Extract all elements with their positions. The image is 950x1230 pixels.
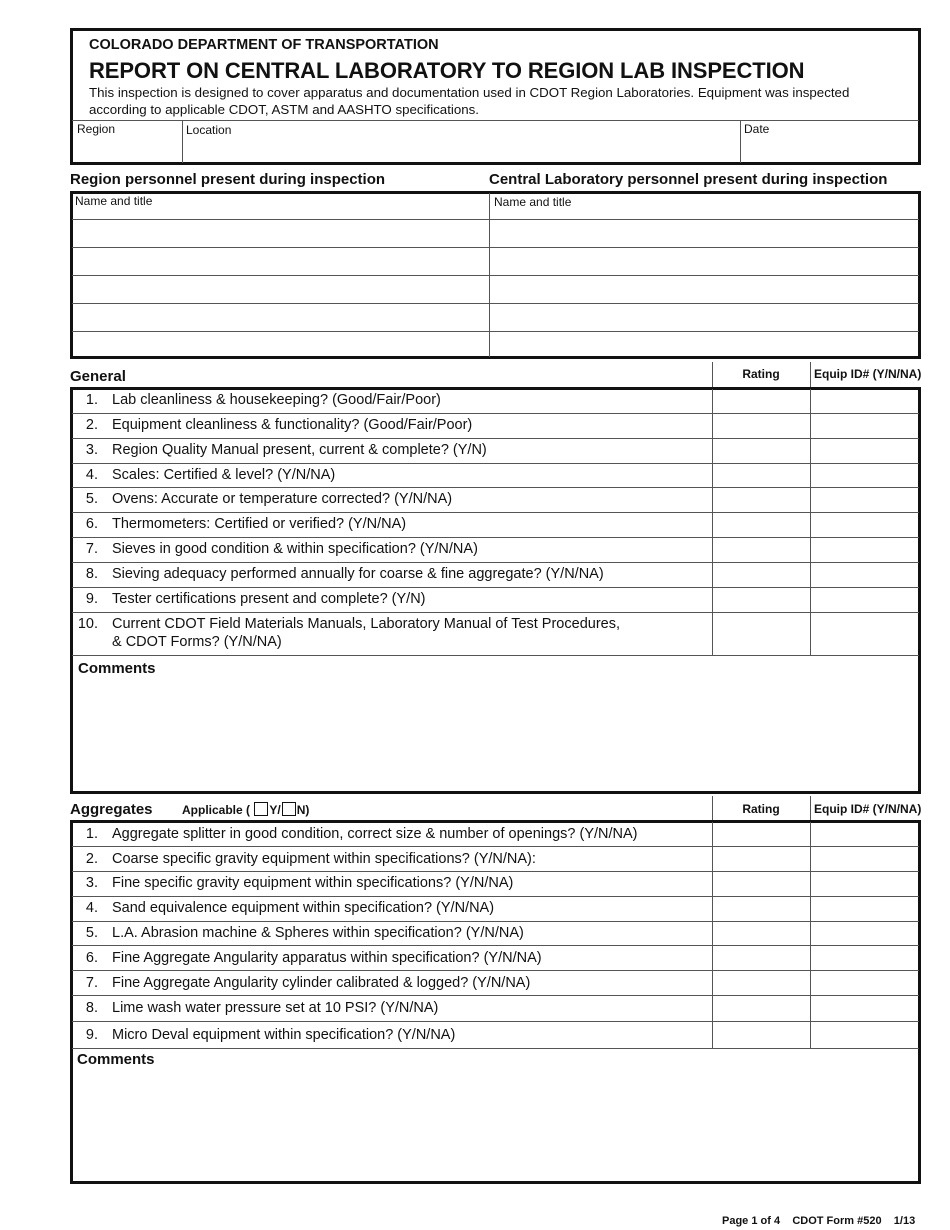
general-heading: General bbox=[70, 368, 126, 385]
applicable-yes-checkbox[interactable] bbox=[254, 802, 268, 816]
central-name-title-label: Name and title bbox=[494, 195, 572, 209]
aggregates-item-number: 5. bbox=[85, 925, 98, 941]
aggregates-item-number: 7. bbox=[85, 975, 98, 991]
aggregates-equip-field-4[interactable] bbox=[811, 897, 919, 921]
general-item-text-continued: & CDOT Forms? (Y/N/NA) bbox=[112, 634, 282, 650]
general-item-text: Thermometers: Certified or verified? (Y/N/NA) bbox=[112, 516, 407, 532]
general-item-number: 3. bbox=[85, 442, 98, 458]
aggregates-equip-field-1[interactable] bbox=[811, 822, 919, 846]
general-item-text: Scales: Certified & level? (Y/N/NA) bbox=[112, 467, 336, 483]
general-item-text: Sieves in good condition & within specification? (Y/N/NA) bbox=[112, 541, 478, 557]
general-item-text: Sieving adequacy performed annually for coarse & fine aggregate? (Y/N/NA) bbox=[112, 566, 604, 582]
agency-name: COLORADO DEPARTMENT OF TRANSPORTATION bbox=[89, 37, 439, 53]
general-item-number: 9. bbox=[85, 591, 98, 607]
aggregates-equip-field-9[interactable] bbox=[811, 1022, 919, 1048]
general-equip-field-3[interactable] bbox=[811, 439, 919, 463]
general-rating-field-7[interactable] bbox=[713, 538, 809, 562]
general-rating-field-9[interactable] bbox=[713, 588, 809, 612]
aggregates-item-number: 9. bbox=[85, 1027, 98, 1043]
aggregates-rating-field-7[interactable] bbox=[713, 971, 809, 995]
region-personnel-heading: Region personnel present during inspection bbox=[70, 171, 386, 188]
general-item-text: Lab cleanliness & housekeeping? (Good/Fair/Poor) bbox=[112, 392, 441, 408]
general-rating-field-6[interactable] bbox=[713, 513, 809, 537]
aggregates-rating-field-2[interactable] bbox=[713, 847, 809, 871]
applicable-yes-label: Y/ bbox=[269, 803, 281, 817]
region-personnel-field[interactable] bbox=[72, 220, 488, 357]
aggregates-item-number: 3. bbox=[85, 875, 98, 891]
aggregates-equip-field-2[interactable] bbox=[811, 847, 919, 871]
form-number: CDOT Form #520 bbox=[792, 1215, 882, 1227]
aggregates-rating-field-6[interactable] bbox=[713, 946, 809, 970]
date-label: Date bbox=[744, 122, 770, 136]
aggregates-item-text: Fine specific gravity equipment within specifications? (Y/N/NA) bbox=[112, 875, 514, 891]
aggregates-rating-field-5[interactable] bbox=[713, 922, 809, 945]
general-rating-field-4[interactable] bbox=[713, 464, 809, 487]
aggregates-equip-field-3[interactable] bbox=[811, 872, 919, 896]
general-item-number: 4. bbox=[85, 467, 98, 483]
applicable-no-checkbox[interactable] bbox=[282, 802, 296, 816]
central-personnel-heading: Central Laboratory personnel present during inspection bbox=[489, 171, 888, 188]
general-equip-field-10[interactable] bbox=[811, 613, 919, 655]
form-revision: 1/13 bbox=[893, 1215, 916, 1227]
general-item-text: Equipment cleanliness & functionality? (Good/Fair/Poor) bbox=[112, 417, 473, 433]
aggregates-item-number: 8. bbox=[85, 1000, 98, 1016]
aggregates-item-text: Coarse specific gravity equipment within specifications? (Y/N/NA): bbox=[112, 851, 536, 867]
general-item-number: 7. bbox=[85, 541, 98, 557]
general-item-number: 6. bbox=[85, 516, 98, 532]
aggregates-comments-field[interactable] bbox=[72, 1069, 919, 1182]
general-item-number: 10. bbox=[77, 616, 98, 632]
page-number: Page 1 of 4 bbox=[722, 1215, 781, 1227]
general-item-text: Tester certifications present and complete? (Y/N) bbox=[112, 591, 426, 607]
aggregates-heading: Aggregates bbox=[70, 801, 153, 818]
aggregates-item-text: Sand equivalence equipment within specification? (Y/N/NA) bbox=[112, 900, 495, 916]
aggregates-equip-field-5[interactable] bbox=[811, 922, 919, 945]
aggregates-item-text: Fine Aggregate Angularity apparatus within specification? (Y/N/NA) bbox=[112, 950, 542, 966]
general-item-number: 8. bbox=[85, 566, 98, 582]
general-equip-header: Equip ID# (Y/N/NA) bbox=[814, 367, 922, 381]
form-description-line1: This inspection is designed to cover apparatus and documentation used in CDOT Region Laboratories. Equipment was inspected bbox=[89, 85, 850, 100]
general-rating-field-5[interactable] bbox=[713, 488, 809, 512]
aggregates-item-number: 2. bbox=[85, 851, 98, 867]
general-equip-field-7[interactable] bbox=[811, 538, 919, 562]
general-item-number: 1. bbox=[85, 392, 98, 408]
general-rating-field-8[interactable] bbox=[713, 563, 809, 587]
general-equip-field-5[interactable] bbox=[811, 488, 919, 512]
general-equip-field-9[interactable] bbox=[811, 588, 919, 612]
aggregates-rating-field-3[interactable] bbox=[713, 872, 809, 896]
applicable-no-label: N) bbox=[296, 803, 310, 817]
general-equip-field-8[interactable] bbox=[811, 563, 919, 587]
aggregates-item-text: Lime wash water pressure set at 10 PSI? (Y/N/NA) bbox=[112, 1000, 439, 1016]
applicable-label: Applicable ( bbox=[182, 803, 251, 817]
general-item-number: 5. bbox=[85, 491, 98, 507]
date-field[interactable] bbox=[741, 137, 919, 163]
general-item-text: Region Quality Manual present, current & complete? (Y/N) bbox=[112, 442, 487, 458]
central-personnel-field[interactable] bbox=[490, 220, 919, 357]
aggregates-item-text: Fine Aggregate Angularity cylinder calibrated & logged? (Y/N/NA) bbox=[112, 975, 531, 991]
general-equip-field-6[interactable] bbox=[811, 513, 919, 537]
aggregates-rating-field-8[interactable] bbox=[713, 996, 809, 1021]
aggregates-equip-field-8[interactable] bbox=[811, 996, 919, 1021]
general-item-number: 2. bbox=[85, 417, 98, 433]
aggregates-equip-header: Equip ID# (Y/N/NA) bbox=[814, 802, 922, 816]
general-equip-field-4[interactable] bbox=[811, 464, 919, 487]
general-rating-header: Rating bbox=[742, 367, 780, 381]
form-title: REPORT ON CENTRAL LABORATORY TO REGION LAB INSPECTION bbox=[89, 58, 805, 83]
aggregates-item-number: 1. bbox=[85, 826, 98, 842]
aggregates-rating-field-9[interactable] bbox=[713, 1022, 809, 1048]
general-item-text: Current CDOT Field Materials Manuals, Laboratory Manual of Test Procedures, bbox=[112, 616, 620, 632]
general-rating-field-3[interactable] bbox=[713, 439, 809, 463]
aggregates-rating-header: Rating bbox=[742, 802, 780, 816]
general-item-text: Ovens: Accurate or temperature corrected? (Y/N/NA) bbox=[112, 491, 453, 507]
aggregates-comments-label: Comments bbox=[77, 1051, 155, 1068]
general-rating-field-10[interactable] bbox=[713, 613, 809, 655]
aggregates-applicable bbox=[182, 802, 309, 817]
general-comments-label: Comments bbox=[78, 660, 156, 677]
general-equip-field-2[interactable] bbox=[811, 414, 919, 438]
footer bbox=[722, 1215, 915, 1227]
general-rating-field-2[interactable] bbox=[713, 414, 809, 438]
form-description-line2: according to applicable CDOT, ASTM and AASHTO specifications. bbox=[89, 102, 479, 117]
aggregates-item-number: 6. bbox=[85, 950, 98, 966]
aggregates-rating-field-1[interactable] bbox=[713, 822, 809, 846]
aggregates-equip-field-7[interactable] bbox=[811, 971, 919, 995]
aggregates-item-text: L.A. Abrasion machine & Spheres within specification? (Y/N/NA) bbox=[112, 925, 524, 941]
region-field[interactable] bbox=[72, 137, 182, 163]
general-rating-field-1[interactable] bbox=[713, 389, 809, 413]
region-name-title-label: Name and title bbox=[75, 194, 153, 208]
aggregates-item-number: 4. bbox=[85, 900, 98, 916]
general-comments-field[interactable] bbox=[72, 678, 919, 792]
location-label: Location bbox=[186, 123, 232, 137]
aggregates-equip-field-6[interactable] bbox=[811, 946, 919, 970]
aggregates-item-text: Micro Deval equipment within specification? (Y/N/NA) bbox=[112, 1027, 456, 1043]
location-field[interactable] bbox=[183, 137, 740, 163]
aggregates-rating-field-4[interactable] bbox=[713, 897, 809, 921]
aggregates-item-text: Aggregate splitter in good condition, correct size & number of openings? (Y/N/NA) bbox=[112, 826, 638, 842]
general-equip-field-1[interactable] bbox=[811, 389, 919, 413]
region-label: Region bbox=[77, 122, 116, 136]
